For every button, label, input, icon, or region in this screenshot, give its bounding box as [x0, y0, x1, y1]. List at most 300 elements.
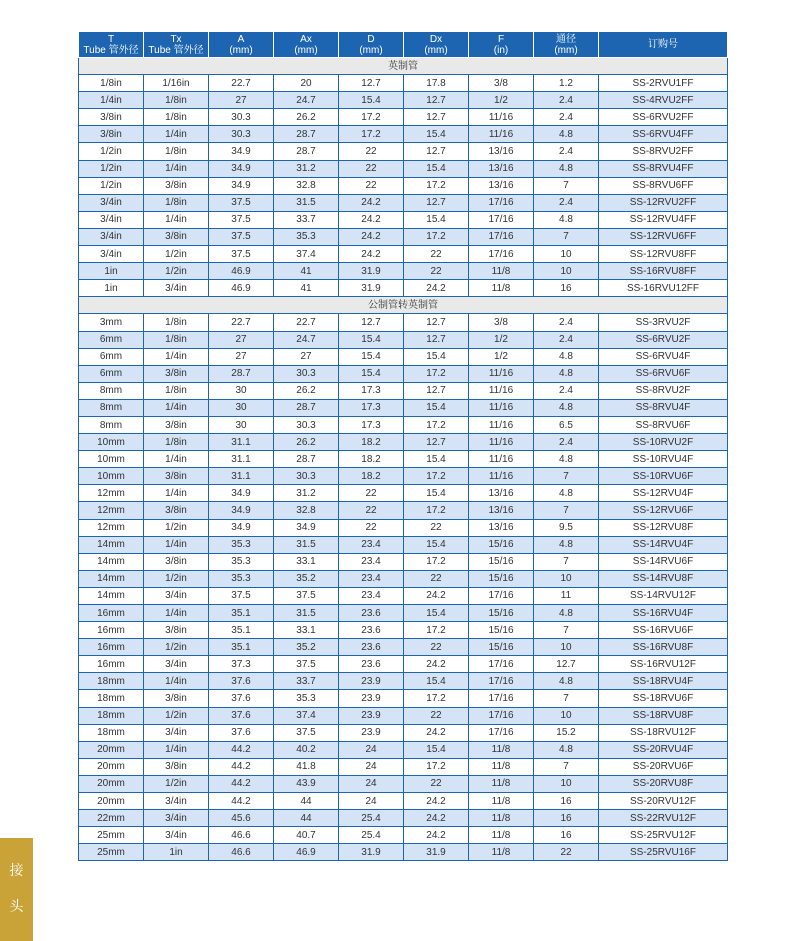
- section-title: 英制管: [79, 58, 728, 75]
- table-cell: 20mm: [79, 758, 144, 775]
- table-cell: 3/8in: [144, 468, 209, 485]
- table-cell: 11/16: [469, 126, 534, 143]
- table-cell: 11/8: [469, 827, 534, 844]
- table-cell: 23.9: [339, 673, 404, 690]
- table-row: [79, 160, 728, 177]
- table-cell: 15.4: [404, 741, 469, 758]
- table-cell: 7: [534, 622, 599, 639]
- table-cell: 12.7: [404, 382, 469, 399]
- table-cell: 22: [404, 570, 469, 587]
- table-cell: 4.8: [534, 160, 599, 177]
- table-cell: 3/8in: [144, 622, 209, 639]
- table-cell: 30: [209, 382, 274, 399]
- table-cell: 26.2: [274, 109, 339, 126]
- table-cell: 17/16: [469, 656, 534, 673]
- table-cell: 12.7: [534, 656, 599, 673]
- table-cell: 26.2: [274, 434, 339, 451]
- column-header-primary: D: [367, 33, 375, 45]
- table-cell: 23.9: [339, 724, 404, 741]
- table-cell: 24.2: [404, 724, 469, 741]
- table-cell: 17.3: [339, 382, 404, 399]
- table-cell: 30.3: [274, 365, 339, 382]
- table-cell: 2.4: [534, 434, 599, 451]
- table-cell: 7: [534, 228, 599, 245]
- table-cell: 35.2: [274, 639, 339, 656]
- table-cell: 10mm: [79, 434, 144, 451]
- table-cell: 40.7: [274, 827, 339, 844]
- table-cell: 17/16: [469, 673, 534, 690]
- table-cell: 17.2: [404, 622, 469, 639]
- table-row: [79, 810, 728, 827]
- table-cell: SS-16RVU6F: [599, 622, 728, 639]
- table-cell: 3/8in: [79, 109, 144, 126]
- table-cell: 3/4in: [79, 228, 144, 245]
- table-cell: 17/16: [469, 194, 534, 211]
- table-cell: 10mm: [79, 451, 144, 468]
- table-cell: 44: [274, 810, 339, 827]
- table-cell: SS-10RVU6F: [599, 468, 728, 485]
- table-cell: 9.5: [534, 519, 599, 536]
- column-header-primary: A: [237, 33, 245, 45]
- table-cell: SS-12RVU4F: [599, 485, 728, 502]
- table-cell: 15.4: [339, 348, 404, 365]
- table-cell: 8mm: [79, 416, 144, 433]
- table-row: [79, 656, 728, 673]
- table-cell: SS-8RVU2F: [599, 382, 728, 399]
- table-cell: SS-2RVU1FF: [599, 75, 728, 92]
- table-cell: SS-12RVU6FF: [599, 228, 728, 245]
- table-row: [79, 228, 728, 245]
- table-cell: 14mm: [79, 587, 144, 604]
- table-cell: 22: [404, 263, 469, 280]
- table-cell: 11/8: [469, 758, 534, 775]
- table-cell: 37.4: [274, 246, 339, 263]
- table-row: [79, 724, 728, 741]
- table-cell: 16mm: [79, 605, 144, 622]
- column-header-primary: Ax: [300, 33, 312, 45]
- table-cell: 1/4in: [144, 673, 209, 690]
- table-cell: SS-12RVU8F: [599, 519, 728, 536]
- table-cell: 22: [339, 177, 404, 194]
- table-cell: 11/8: [469, 793, 534, 810]
- table-cell: 23.6: [339, 656, 404, 673]
- table-cell: 35.1: [209, 622, 274, 639]
- table-cell: 4.8: [534, 126, 599, 143]
- table-cell: 22.7: [209, 75, 274, 92]
- table-cell: 37.6: [209, 673, 274, 690]
- table-cell: 7: [534, 758, 599, 775]
- table-cell: 4.8: [534, 399, 599, 416]
- table-cell: 1/2: [469, 348, 534, 365]
- table-cell: 3/8in: [144, 553, 209, 570]
- table-cell: 13/16: [469, 519, 534, 536]
- table-cell: 10: [534, 570, 599, 587]
- table-cell: 23.4: [339, 536, 404, 553]
- table-cell: 31.2: [274, 485, 339, 502]
- table-cell: 3/8in: [144, 502, 209, 519]
- table-cell: 3/4in: [144, 793, 209, 810]
- table-row: [79, 434, 728, 451]
- table-cell: 11: [534, 587, 599, 604]
- table-cell: 7: [534, 553, 599, 570]
- column-header-primary: T: [107, 33, 115, 45]
- table-cell: 40.2: [274, 741, 339, 758]
- table-cell: 31.2: [274, 160, 339, 177]
- table-cell: 1/2: [469, 331, 534, 348]
- table-cell: 24.2: [339, 211, 404, 228]
- table-cell: 27: [209, 92, 274, 109]
- table-cell: 18.2: [339, 434, 404, 451]
- table-cell: 11/16: [469, 468, 534, 485]
- table-cell: 3/4in: [144, 656, 209, 673]
- table-cell: 1/2in: [144, 246, 209, 263]
- table-cell: 32.8: [274, 502, 339, 519]
- table-cell: 23.6: [339, 622, 404, 639]
- table-cell: SS-12RVU6F: [599, 502, 728, 519]
- table-cell: 3/4in: [144, 280, 209, 297]
- table-cell: 11/16: [469, 365, 534, 382]
- table-cell: 27: [274, 348, 339, 365]
- table-cell: 12mm: [79, 519, 144, 536]
- table-cell: 1/2in: [144, 775, 209, 792]
- table-row: [79, 758, 728, 775]
- table-cell: 15.4: [404, 399, 469, 416]
- table-cell: 11/8: [469, 775, 534, 792]
- table-cell: 34.9: [209, 143, 274, 160]
- table-cell: 17.2: [404, 758, 469, 775]
- table-row: [79, 707, 728, 724]
- table-cell: 37.5: [274, 587, 339, 604]
- table-row: [79, 194, 728, 211]
- table-cell: 18.2: [339, 451, 404, 468]
- table-cell: SS-12RVU8FF: [599, 246, 728, 263]
- column-header-secondary: Tube 管外径: [83, 44, 139, 56]
- table-cell: 24.2: [404, 827, 469, 844]
- table-cell: 15.4: [339, 331, 404, 348]
- table-cell: 44: [274, 793, 339, 810]
- table-cell: 7: [534, 468, 599, 485]
- table-cell: 15/16: [469, 622, 534, 639]
- column-header: [339, 32, 404, 58]
- table-cell: 17.2: [339, 109, 404, 126]
- table-cell: SS-20RVU4F: [599, 741, 728, 758]
- table-cell: 23.4: [339, 570, 404, 587]
- table-cell: SS-20RVU8F: [599, 775, 728, 792]
- table-cell: 4.8: [534, 348, 599, 365]
- table-cell: 12.7: [404, 109, 469, 126]
- table-cell: SS-20RVU6F: [599, 758, 728, 775]
- column-header-secondary: (mm): [424, 44, 448, 56]
- table-cell: 15.2: [534, 724, 599, 741]
- table-cell: 10: [534, 639, 599, 656]
- table-cell: 25.4: [339, 827, 404, 844]
- table-cell: 17.2: [404, 690, 469, 707]
- table-cell: 12mm: [79, 502, 144, 519]
- table-row: [79, 92, 728, 109]
- table-cell: 17.2: [404, 228, 469, 245]
- table-cell: 44.2: [209, 741, 274, 758]
- side-tab-char-1: 接: [9, 863, 24, 879]
- table-cell: 25.4: [339, 810, 404, 827]
- table-cell: 35.2: [274, 570, 339, 587]
- table-cell: 6mm: [79, 331, 144, 348]
- table-cell: SS-16RVU8F: [599, 639, 728, 656]
- table-cell: 10: [534, 246, 599, 263]
- table-cell: 1/2in: [144, 707, 209, 724]
- table-cell: 27: [209, 348, 274, 365]
- table-cell: 22: [404, 639, 469, 656]
- table-cell: 23.4: [339, 587, 404, 604]
- table-row: [79, 246, 728, 263]
- table-cell: 7: [534, 177, 599, 194]
- table-cell: 33.1: [274, 622, 339, 639]
- table-row: [79, 143, 728, 160]
- table-cell: 3/4in: [79, 211, 144, 228]
- table-cell: 37.5: [274, 656, 339, 673]
- spec-table: [78, 31, 728, 861]
- table-cell: 1/2in: [144, 263, 209, 280]
- table-cell: 44.2: [209, 775, 274, 792]
- table-cell: 31.9: [339, 263, 404, 280]
- table-cell: 2.4: [534, 331, 599, 348]
- table-cell: 1/2in: [144, 519, 209, 536]
- table-cell: 16mm: [79, 656, 144, 673]
- table-row: [79, 570, 728, 587]
- table-cell: 22: [339, 502, 404, 519]
- table-row: [79, 605, 728, 622]
- table-cell: 17/16: [469, 246, 534, 263]
- column-header: [534, 32, 599, 58]
- table-cell: 30.3: [274, 416, 339, 433]
- table-cell: 1/8in: [144, 143, 209, 160]
- table-row: [79, 468, 728, 485]
- table-cell: 3/4in: [144, 810, 209, 827]
- table-cell: 16: [534, 827, 599, 844]
- section-row: [79, 297, 728, 314]
- table-cell: 37.5: [209, 246, 274, 263]
- table-cell: 3mm: [79, 314, 144, 331]
- table-row: [79, 673, 728, 690]
- table-cell: 1/8in: [144, 314, 209, 331]
- table-cell: 4.8: [534, 741, 599, 758]
- table-cell: 6.5: [534, 416, 599, 433]
- table-cell: 22.7: [274, 314, 339, 331]
- table-cell: 18mm: [79, 724, 144, 741]
- table-cell: 12.7: [404, 92, 469, 109]
- table-cell: 28.7: [209, 365, 274, 382]
- table-row: [79, 536, 728, 553]
- table-cell: SS-20RVU12F: [599, 793, 728, 810]
- table-body: [79, 58, 728, 861]
- table-cell: 2.4: [534, 314, 599, 331]
- table-cell: SS-12RVU4FF: [599, 211, 728, 228]
- table-cell: 22: [404, 775, 469, 792]
- table-row: [79, 741, 728, 758]
- table-cell: 17.2: [339, 126, 404, 143]
- table-cell: 18mm: [79, 690, 144, 707]
- table-row: [79, 126, 728, 143]
- table-cell: SS-6RVU2F: [599, 331, 728, 348]
- table-cell: 32.8: [274, 177, 339, 194]
- table-cell: 37.5: [209, 211, 274, 228]
- table-cell: 30.3: [274, 468, 339, 485]
- table-cell: 8mm: [79, 399, 144, 416]
- table-cell: 22: [404, 707, 469, 724]
- table-cell: 12.7: [339, 75, 404, 92]
- table-cell: 22: [339, 143, 404, 160]
- table-cell: 11/8: [469, 844, 534, 861]
- table-cell: SS-12RVU2FF: [599, 194, 728, 211]
- table-cell: 31.9: [404, 844, 469, 861]
- table-cell: 12.7: [404, 143, 469, 160]
- table-cell: 3/4in: [79, 246, 144, 263]
- table-cell: 12.7: [404, 314, 469, 331]
- table-cell: 17.2: [404, 365, 469, 382]
- table-cell: 11/8: [469, 263, 534, 280]
- table-cell: 31.5: [274, 536, 339, 553]
- table-cell: 10mm: [79, 468, 144, 485]
- table-cell: 1/4in: [144, 126, 209, 143]
- table-cell: 13/16: [469, 143, 534, 160]
- table-cell: 4.8: [534, 451, 599, 468]
- table-cell: 1/2in: [144, 639, 209, 656]
- column-header: [274, 32, 339, 58]
- table-cell: 4.8: [534, 536, 599, 553]
- table-cell: 31.9: [339, 844, 404, 861]
- table-cell: 15.4: [404, 485, 469, 502]
- table-cell: 1/4in: [144, 399, 209, 416]
- table-cell: 41: [274, 263, 339, 280]
- table-cell: 12.7: [404, 194, 469, 211]
- table-cell: 37.6: [209, 690, 274, 707]
- table-cell: 1/4in: [144, 605, 209, 622]
- table-cell: 4.8: [534, 211, 599, 228]
- table-cell: 1/4in: [144, 451, 209, 468]
- section-title: 公制管转英制管: [79, 297, 728, 314]
- table-cell: SS-10RVU4F: [599, 451, 728, 468]
- column-header-primary: Tx: [170, 33, 182, 45]
- table-cell: 37.3: [209, 656, 274, 673]
- table-row: [79, 690, 728, 707]
- table-cell: 33.7: [274, 211, 339, 228]
- table-cell: 6mm: [79, 348, 144, 365]
- table-cell: 24.2: [404, 280, 469, 297]
- table-cell: 15/16: [469, 553, 534, 570]
- table-cell: 17.2: [404, 177, 469, 194]
- table-cell: 2.4: [534, 194, 599, 211]
- column-header: [209, 32, 274, 58]
- column-header-primary: 订购号: [648, 39, 678, 50]
- table-cell: 1/8in: [144, 382, 209, 399]
- table-cell: 24.2: [339, 194, 404, 211]
- table-cell: 22: [534, 844, 599, 861]
- table-row: [79, 399, 728, 416]
- table-cell: 4.8: [534, 605, 599, 622]
- table-cell: 13/16: [469, 177, 534, 194]
- table-cell: 15.4: [404, 211, 469, 228]
- table-cell: 24: [339, 775, 404, 792]
- table-cell: 11/16: [469, 434, 534, 451]
- table-row: [79, 519, 728, 536]
- table-cell: 46.6: [209, 844, 274, 861]
- table-cell: 23.6: [339, 605, 404, 622]
- table-cell: 1/2: [469, 92, 534, 109]
- table-cell: SS-6RVU4FF: [599, 126, 728, 143]
- table-cell: 20mm: [79, 793, 144, 810]
- table-cell: SS-14RVU12F: [599, 587, 728, 604]
- table-cell: 31.1: [209, 451, 274, 468]
- table-cell: SS-16RVU4F: [599, 605, 728, 622]
- table-cell: 22mm: [79, 810, 144, 827]
- table-cell: 24.7: [274, 331, 339, 348]
- table-row: [79, 639, 728, 656]
- table-cell: 10: [534, 263, 599, 280]
- column-header-secondary: (mm): [359, 44, 383, 56]
- table-cell: 22: [404, 519, 469, 536]
- table-cell: 33.1: [274, 553, 339, 570]
- column-header: [599, 32, 728, 58]
- table-cell: SS-14RVU4F: [599, 536, 728, 553]
- table-cell: 3/4in: [144, 724, 209, 741]
- table-cell: 18mm: [79, 673, 144, 690]
- table-cell: 43.9: [274, 775, 339, 792]
- table-cell: 13/16: [469, 485, 534, 502]
- table-cell: 17/16: [469, 211, 534, 228]
- table-cell: 17.2: [404, 502, 469, 519]
- table-cell: 3/8in: [79, 126, 144, 143]
- table-cell: 44.2: [209, 793, 274, 810]
- table-cell: SS-8RVU2FF: [599, 143, 728, 160]
- table-cell: 3/4in: [144, 827, 209, 844]
- column-header-secondary: (mm): [554, 44, 578, 56]
- table-cell: 24.2: [339, 246, 404, 263]
- table-cell: 1/4in: [79, 92, 144, 109]
- table-cell: SS-25RVU16F: [599, 844, 728, 861]
- table-cell: 23.9: [339, 707, 404, 724]
- table-cell: 24.2: [404, 587, 469, 604]
- table-cell: 12mm: [79, 485, 144, 502]
- table-cell: 25mm: [79, 844, 144, 861]
- table-cell: 1/4in: [144, 348, 209, 365]
- table-cell: 1.2: [534, 75, 599, 92]
- table-cell: 15.4: [404, 536, 469, 553]
- table-cell: 22: [404, 246, 469, 263]
- table-cell: 15.4: [339, 92, 404, 109]
- table-row: [79, 331, 728, 348]
- table-cell: 2.4: [534, 92, 599, 109]
- table-cell: 31.5: [274, 194, 339, 211]
- table-cell: 24.2: [339, 228, 404, 245]
- table-cell: 1/2in: [144, 570, 209, 587]
- table-cell: 46.9: [274, 844, 339, 861]
- table-cell: 34.9: [274, 519, 339, 536]
- table-cell: 2.4: [534, 109, 599, 126]
- table-cell: 24.2: [404, 810, 469, 827]
- table-cell: SS-8RVU4F: [599, 399, 728, 416]
- table-cell: 37.4: [274, 707, 339, 724]
- table-cell: 30.3: [209, 126, 274, 143]
- table-cell: 31.1: [209, 434, 274, 451]
- table-cell: 22: [339, 519, 404, 536]
- table-cell: SS-25RVU12F: [599, 827, 728, 844]
- table-header-row: [79, 32, 728, 58]
- table-cell: 17/16: [469, 228, 534, 245]
- table-cell: 22: [339, 160, 404, 177]
- column-header-secondary: Tube 管外径: [148, 44, 204, 56]
- table-cell: 41: [274, 280, 339, 297]
- table-cell: 30.3: [209, 109, 274, 126]
- table-cell: 46.9: [209, 263, 274, 280]
